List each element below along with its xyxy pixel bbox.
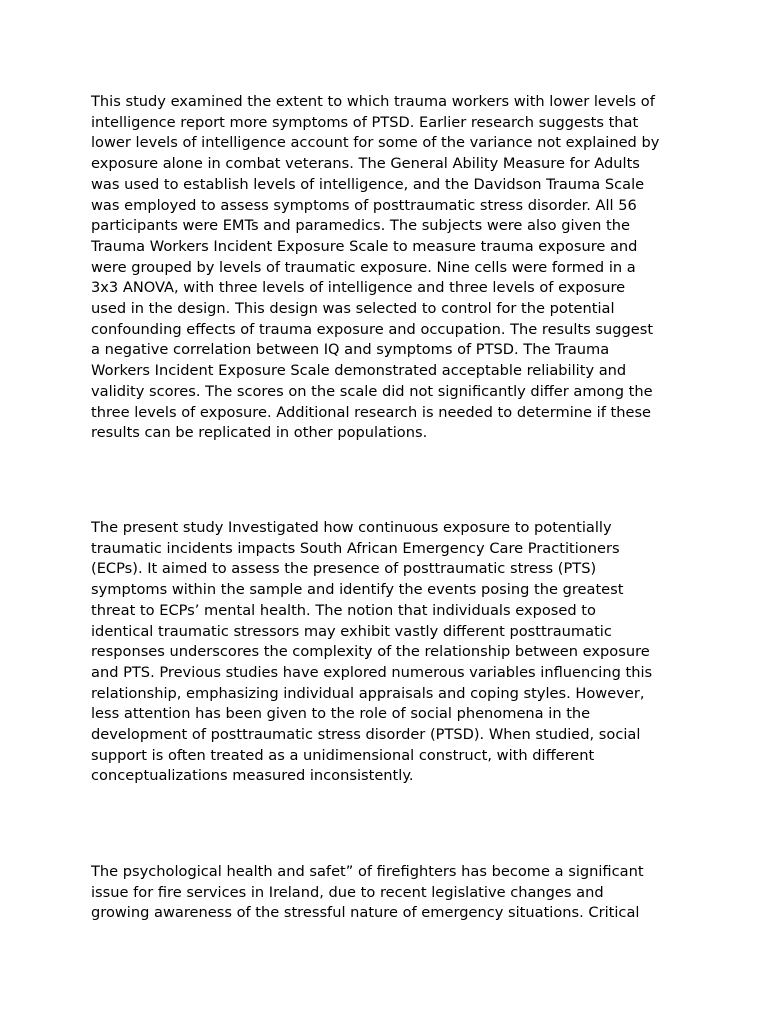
text-line: were grouped by levels of traumatic exposure. Nine cells were formed in a (91, 258, 636, 276)
text-line: lower levels of intelligence account for some of the variance not explained by (91, 134, 660, 152)
text-line: responses underscores the complexity of the relationship between exposure (91, 643, 650, 661)
text-line: (ECPs). It aimed to assess the presence of posttraumatic stress (PTS) (91, 560, 597, 578)
text-line: conceptualizations measured inconsistently. (91, 767, 414, 785)
text-line: participants were EMTs and paramedics. The subjects were also given the (91, 217, 630, 235)
text-line: results can be replicated in other populations. (91, 424, 428, 442)
text-line: Trauma Workers Incident Exposure Scale to measure trauma exposure and (91, 237, 638, 255)
text-line: The present study Investigated how continuous exposure to potentially (91, 519, 612, 536)
text-line: growing awareness of the stressful nature of emergency situations. Critical (91, 904, 640, 922)
paragraph-1 (91, 92, 691, 444)
text-line: intelligence report more symptoms of PTSD. Earlier research suggests that (91, 113, 639, 131)
text-line: development of posttraumatic stress disorder (PTSD). When studied, social (91, 726, 641, 744)
text-line: relationship, emphasizing individual appraisals and coping styles. However, (91, 684, 645, 702)
text-line: The psychological health and safet” of firefighters has become a significant (91, 863, 644, 880)
text-line: validity scores. The scores on the scale did not significantly differ among the (91, 382, 653, 400)
text-line: confounding effects of trauma exposure and occupation. The results suggest (91, 320, 654, 338)
text-line: Workers Incident Exposure Scale demonstrated acceptable reliability and (91, 362, 627, 380)
text-line: was used to establish levels of intelligence, and the Davidson Trauma Scale (91, 175, 645, 193)
text-line: support is often treated as a unidimensional construct, with different (91, 746, 595, 764)
text-line: a negative correlation between IQ and symptoms of PTSD. The Trauma (91, 341, 610, 359)
text-line: and PTS. Previous studies have explored numerous variables influencing this (91, 663, 653, 681)
text-line: threat to ECPs’ mental health. The notion that individuals exposed to (91, 601, 596, 619)
text-line: used in the design. This design was selected to control for the potential (91, 300, 615, 318)
text-line: symptoms within the sample and identify the events posing the greatest (91, 581, 624, 599)
text-line: three levels of exposure. Additional research is needed to determine if these (91, 403, 652, 421)
paragraph-2 (91, 518, 691, 787)
text-line: exposure alone in combat veterans. The General Ability Measure for Adults (91, 155, 640, 173)
text-line: was employed to assess symptoms of posttraumatic stress disorder. All 56 (91, 196, 637, 214)
text-line: identical traumatic stressors may exhibit vastly different posttraumatic (91, 622, 612, 640)
text-line: less attention has been given to the role of social phenomena in the (91, 705, 591, 723)
text-line: This study examined the extent to which trauma workers with lower levels of (91, 93, 655, 110)
paragraph-3 (91, 862, 691, 924)
text-line: issue for fire services in Ireland, due to recent legislative changes and (91, 883, 604, 901)
text-line: traumatic incidents impacts South African Emergency Care Practitioners (91, 539, 620, 557)
text-line: 3x3 ANOVA, with three levels of intelligence and three levels of exposure (91, 279, 626, 297)
